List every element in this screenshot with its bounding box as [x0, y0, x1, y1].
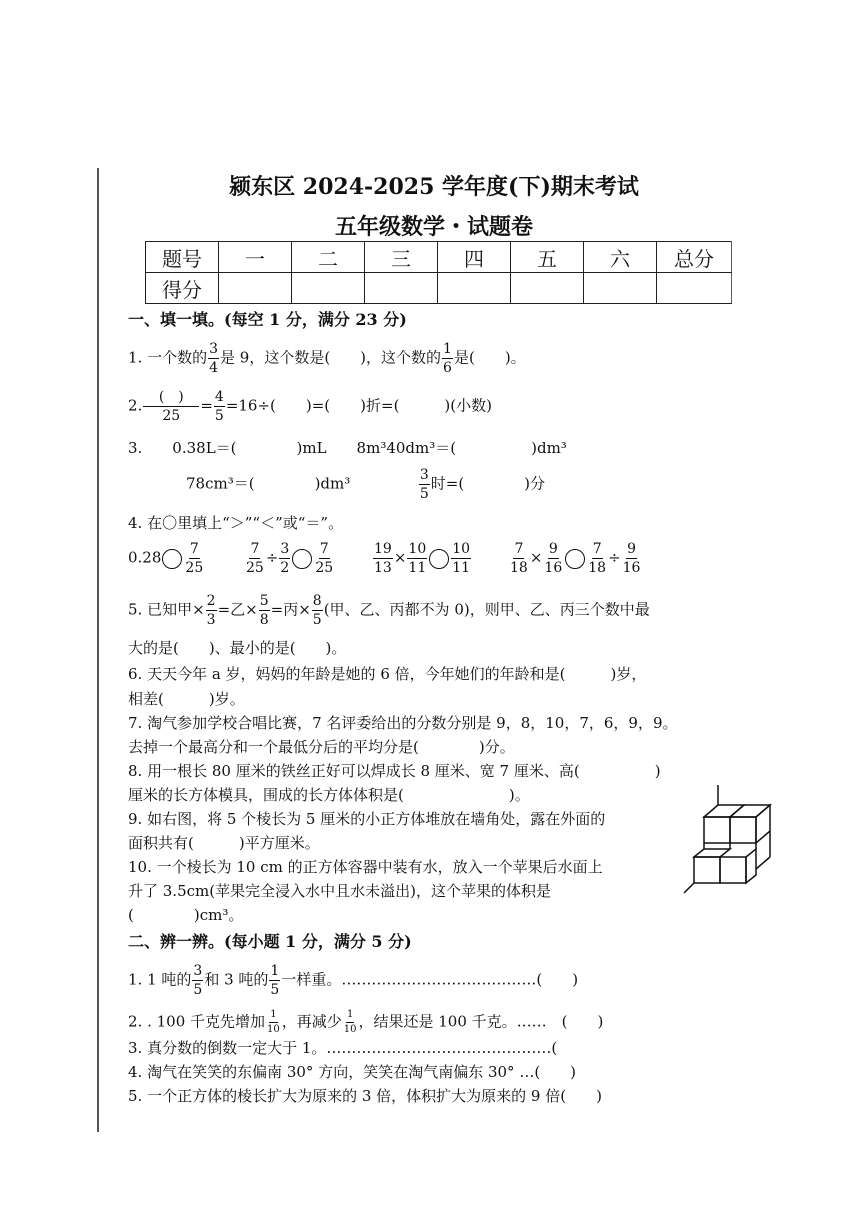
- score-blank-cell[interactable]: [365, 273, 438, 304]
- frac-num: 9: [627, 541, 637, 557]
- frac-num: 9: [548, 541, 558, 557]
- q1-text-a: 1. 一个数的: [128, 348, 208, 367]
- fraction: [184, 542, 204, 575]
- frac-num: 19: [374, 541, 392, 557]
- question-7-line-a: 7. 淘气参加学校合唱比赛，7 名评委给出的分数分别是 9，8，10，7，6，9，9。: [128, 714, 678, 732]
- compare-circle[interactable]: [162, 549, 182, 569]
- judge-question-2: [128, 1010, 603, 1035]
- score-blank-cell[interactable]: [219, 273, 292, 304]
- frac-den: 6: [443, 360, 452, 376]
- frac-num: 7: [319, 541, 329, 557]
- frac-num: 1: [270, 963, 280, 979]
- frac-den: 4: [209, 360, 219, 376]
- fraction: [312, 594, 323, 627]
- frac-den: 5: [193, 982, 203, 998]
- judge-question-1: [128, 964, 578, 997]
- frac-den: 3: [206, 612, 216, 628]
- question-1: [128, 342, 526, 375]
- score-table-cell: 二: [292, 242, 365, 273]
- question-6-line-b: 相差( )岁。: [128, 690, 245, 708]
- frac-num: 2: [206, 593, 216, 609]
- operator: ×: [393, 548, 407, 567]
- j1-text-b: 和 3 吨的: [204, 970, 269, 989]
- frac-den: 5: [419, 486, 429, 502]
- score-table-cell: 得分: [146, 273, 219, 304]
- frac-num: ( ): [143, 390, 199, 407]
- frac-den: 18: [588, 560, 607, 576]
- j1-text-a: 1. 1 吨的: [128, 970, 192, 989]
- frac-num: 10: [408, 541, 427, 557]
- q1-text-c: 是( )。: [453, 348, 526, 367]
- frac-den: 2: [280, 560, 290, 576]
- frac-num: 3: [419, 467, 429, 483]
- frac-den: 11: [408, 560, 427, 576]
- fraction: [279, 542, 290, 575]
- score-table-cell: 总分: [657, 242, 732, 273]
- frac-den: 11: [452, 560, 471, 576]
- fraction: [622, 542, 642, 575]
- exam-subtitle: 五年级数学・试题卷: [334, 214, 533, 240]
- cube-stack-figure: [682, 783, 774, 895]
- fraction: [419, 468, 430, 501]
- fraction: [143, 390, 199, 423]
- frac-den: 5: [270, 982, 280, 998]
- fraction: [245, 542, 265, 575]
- frac-den: 8: [259, 612, 269, 628]
- section2-title: 二、辨一辨。(每小题 1 分，满分 5 分): [128, 932, 412, 951]
- fraction: [509, 542, 529, 575]
- q2-text-a: 2.: [128, 396, 143, 415]
- q5-text-d: (甲、乙、丙都不为 0)，则甲、乙、丙三个数中最: [323, 600, 650, 619]
- compare-item-2: [244, 542, 335, 575]
- fraction: [206, 594, 217, 627]
- score-table-cell: 六: [584, 242, 657, 273]
- fraction: [208, 342, 219, 375]
- section1-title: 一、填一填。(每空 1 分，满分 23 分): [128, 310, 407, 329]
- frac-den: 25: [185, 560, 204, 576]
- score-table-score-row: [146, 273, 732, 304]
- score-table-cell: 题号: [146, 242, 219, 273]
- question-3-line-a: 3. 0.38L＝( )mL 8m³40dm³＝( )dm³: [128, 439, 567, 457]
- score-table-cell: 三: [365, 242, 438, 273]
- frac-num: 1: [346, 1010, 354, 1023]
- question-9-line-a: 9. 如右图，将 5 个棱长为 5 厘米的小正方体堆放在墙角处，露在外面的: [128, 810, 606, 828]
- j2-text-c: ，结果还是 100 千克。…… ( ): [358, 1012, 604, 1031]
- question-5-line-b: 大的是( )、最小的是( )。: [128, 639, 347, 657]
- fraction: [259, 594, 270, 627]
- compare-circle[interactable]: [565, 549, 585, 569]
- fraction: [442, 342, 453, 375]
- compare-circle[interactable]: [429, 549, 449, 569]
- compare-item-3: [372, 542, 472, 575]
- compare-item-4: [508, 542, 642, 575]
- frac-den: 25: [162, 408, 181, 424]
- score-blank-cell[interactable]: [438, 273, 511, 304]
- fraction: [314, 542, 334, 575]
- fraction: [192, 964, 203, 997]
- q2-eq: =: [200, 396, 213, 415]
- j2-text-a: 2. . 100 千克先增加: [128, 1012, 266, 1031]
- frac-den: 13: [374, 560, 392, 576]
- score-table-header-row: [146, 242, 732, 273]
- frac-num: 7: [592, 541, 602, 557]
- question-5: [128, 594, 650, 627]
- fraction: [266, 1010, 281, 1035]
- q5-text-a: 5. 已知甲×: [128, 600, 205, 619]
- frac-den: 5: [312, 612, 322, 628]
- compare-item-1: [128, 542, 205, 575]
- frac-num: 1: [443, 341, 452, 357]
- score-blank-cell[interactable]: [292, 273, 365, 304]
- q3-text-b: 78cm³＝( )dm³: [186, 474, 351, 493]
- frac-den: 10: [343, 1024, 357, 1035]
- frac-den: 25: [246, 560, 264, 576]
- frac-num: 3: [280, 541, 290, 557]
- q2-text-b: =16÷( )=( )折=( )(小数): [225, 396, 492, 415]
- frac-den: 16: [544, 560, 563, 576]
- question-2: [128, 390, 492, 423]
- frac-den: 25: [315, 560, 334, 576]
- score-table-cell: 四: [438, 242, 511, 273]
- frac-num: 5: [259, 593, 269, 609]
- frac-den: 16: [622, 560, 641, 576]
- score-table-cell: 五: [511, 242, 584, 273]
- fraction: [451, 542, 471, 575]
- fraction: [343, 1010, 358, 1035]
- score-table: [145, 241, 732, 304]
- score-blank-cell[interactable]: [657, 273, 732, 304]
- judge-question-3: 3. 真分数的倒数一定大于 1。………………………………………(: [128, 1039, 558, 1057]
- j1-text-c: 一样重。…………………………………( ): [281, 970, 579, 989]
- question-7-line-b: 去掉一个最高分和一个最低分后的平均分是( )分。: [128, 738, 515, 756]
- q5-text-c: =丙×: [270, 600, 311, 619]
- q1-text-b: 是 9，这个数是( )，这个数的: [220, 348, 442, 367]
- fraction: [543, 542, 563, 575]
- question-10-line-c: ( )cm³。: [128, 906, 244, 924]
- fraction: [214, 390, 225, 423]
- question-4-title: 4. 在〇里填上“＞”“＜”或“＝”。: [128, 514, 344, 532]
- judge-question-5: 5. 一个正方体的棱长扩大为原来的 3 倍，体积扩大为原来的 9 倍( ): [128, 1087, 602, 1105]
- question-3-line-b: [186, 468, 545, 501]
- compare-circle[interactable]: [292, 549, 312, 569]
- frac-num: 8: [312, 593, 322, 609]
- question-10-line-a: 10. 一个棱长为 10 cm 的正方体容器中装有水，放入一个苹果后水面上: [128, 858, 603, 876]
- frac-num: 4: [214, 389, 224, 405]
- q3-text-c: 时=( )分: [430, 474, 546, 493]
- fraction: [269, 964, 280, 997]
- frac-num: 10: [452, 541, 471, 557]
- j2-text-b: ，再减少: [281, 1012, 342, 1031]
- judge-question-4: 4. 淘气在笑笑的东偏南 30° 方向，笑笑在淘气南偏东 30° …( ): [128, 1063, 577, 1081]
- question-8-line-a: 8. 用一根长 80 厘米的铁丝正好可以焊成长 8 厘米、宽 7 厘米、高( ): [128, 762, 661, 780]
- score-table-cell: 一: [219, 242, 292, 273]
- operator: ÷: [265, 548, 279, 567]
- frac-num: 7: [189, 541, 199, 557]
- score-blank-cell[interactable]: [511, 273, 584, 304]
- binding-margin-line: [97, 168, 99, 1132]
- frac-num: 7: [514, 541, 524, 557]
- frac-den: 10: [267, 1024, 280, 1035]
- compare-text: 0.28: [128, 548, 162, 567]
- operator: ×: [529, 548, 543, 567]
- fraction: [407, 542, 427, 575]
- frac-num: 1: [269, 1010, 277, 1023]
- score-blank-cell[interactable]: [584, 273, 657, 304]
- frac-num: 3: [209, 341, 219, 357]
- frac-num: 3: [193, 963, 203, 979]
- exam-title: 颍东区 2024-2025 学年度(下)期末考试: [229, 174, 639, 200]
- question-6-line-a: 6. 天天今年 a 岁，妈妈的年龄是她的 6 倍，今年她们的年龄和是( )岁，: [128, 665, 647, 683]
- frac-num: 7: [250, 541, 260, 557]
- operator: ÷: [608, 548, 621, 567]
- question-10-line-b: 升了 3.5cm(苹果完全浸入水中且水未溢出)，这个苹果的体积是: [128, 882, 551, 900]
- frac-den: 5: [214, 408, 224, 424]
- question-8-line-b: 厘米的长方体模具，围成的长方体体积是( )。: [128, 786, 530, 804]
- fraction: [587, 542, 607, 575]
- question-9-line-b: 面积共有( )平方厘米。: [128, 834, 320, 852]
- fraction: [373, 542, 393, 575]
- q5-text-b: =乙×: [217, 600, 258, 619]
- frac-den: 18: [510, 560, 528, 576]
